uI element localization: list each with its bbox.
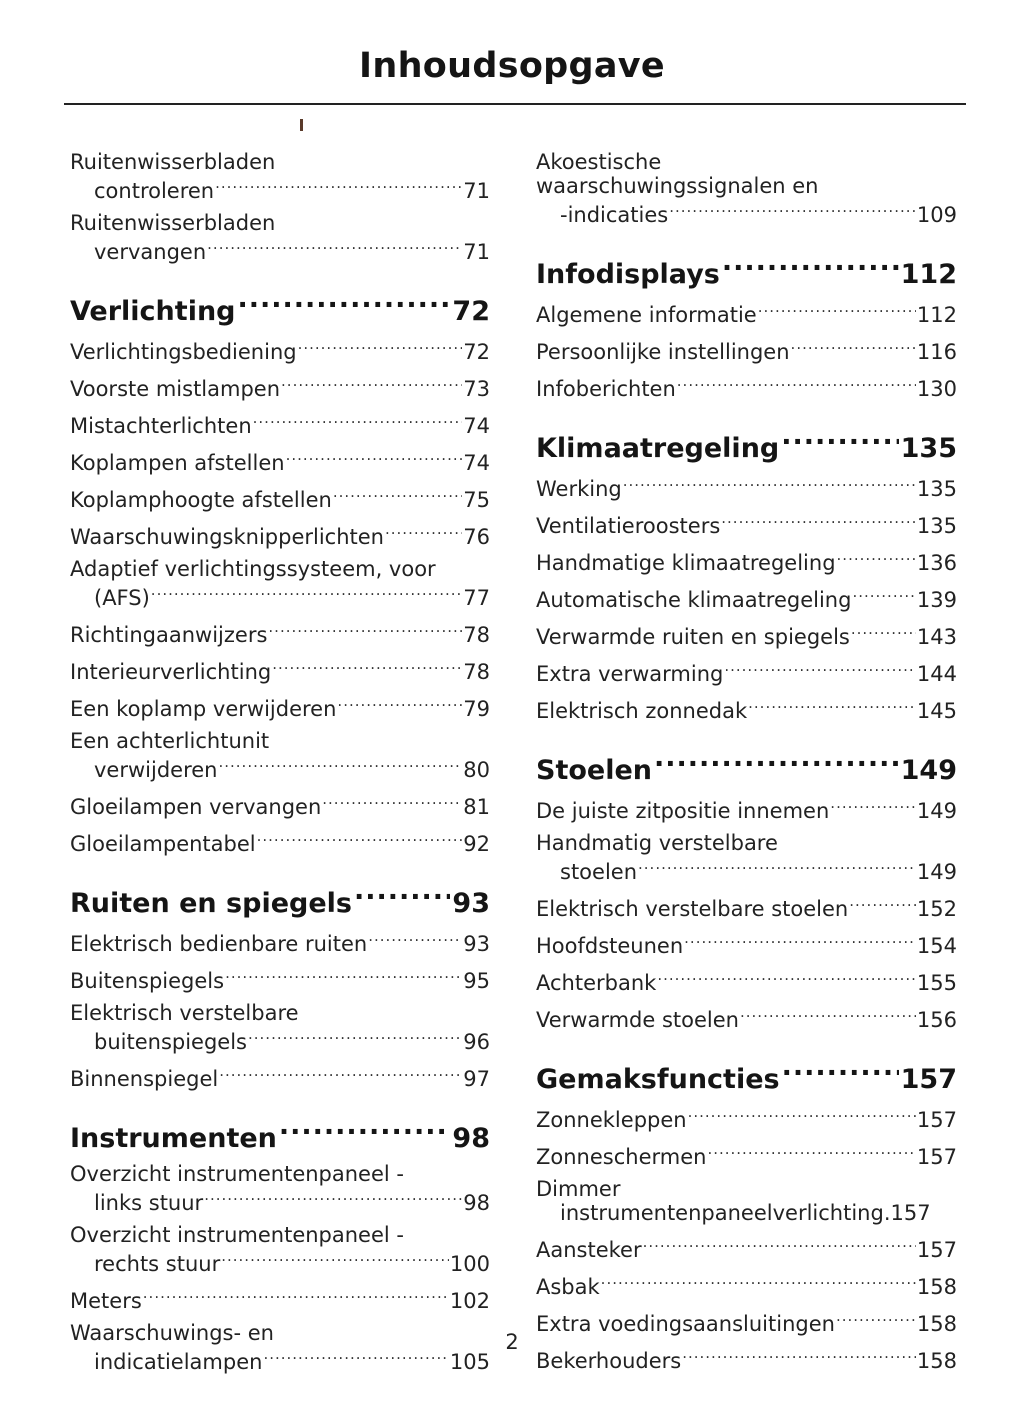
entry-text: Gloeilampen vervangen (70, 795, 322, 819)
entry-text: Handmatige klimaatregeling (536, 551, 836, 575)
leader-dots (791, 335, 916, 359)
toc-entry-akoestische-waarschuwingssignalen-en-indicaties[interactable] (536, 150, 957, 227)
entry-page-number: 112 (916, 303, 957, 327)
entry-text: Elektrisch bedienbare ruiten (70, 932, 368, 956)
toc-entry-gloeilampen-vervangen[interactable] (70, 790, 490, 819)
entry-page-number: 78 (463, 623, 490, 647)
toc-entry-een-koplamp-verwijderen[interactable] (70, 692, 490, 721)
toc-entry-dimmer-instrumentenpaneelverlichting[interactable] (536, 1177, 957, 1225)
leader-dots (298, 335, 463, 359)
toc-entry-de-juiste-zitpositie-innemen[interactable] (536, 794, 957, 823)
section-title: Gemaksfuncties (536, 1064, 780, 1095)
leader-dots (286, 446, 463, 470)
leader-dots (337, 692, 462, 716)
entry-page-number: 157 (916, 1238, 957, 1262)
print-mark (300, 119, 303, 131)
toc-entry-zonneschermen[interactable] (536, 1140, 957, 1169)
toc-entry-zonnekleppen[interactable] (536, 1103, 957, 1132)
toc-entry-elektrisch-bedienbare-ruiten[interactable] (70, 927, 490, 956)
section-title: Infodisplays (536, 259, 720, 290)
entry-text: Koplampen afstellen (70, 451, 285, 475)
toc-entry-verwarmde-ruiten-en-spiegels[interactable] (536, 620, 957, 649)
entry-text: Adaptief verlichtingssysteem, voor (70, 557, 436, 581)
section-page-number: 149 (900, 755, 957, 786)
entry-text: Zonneschermen (536, 1145, 707, 1169)
toc-entry-ruitenwisserbladen-vervangen[interactable] (70, 211, 490, 264)
entry-text: Binnenspiegel (70, 1067, 219, 1091)
leader-dots (830, 794, 916, 818)
entry-text: Overzicht instrumentenpaneel - (70, 1162, 404, 1186)
leader-dots (748, 694, 916, 718)
leader-dots (218, 753, 462, 777)
entry-text: Infoberichten (536, 377, 676, 401)
section-heading-ruiten-en-spiegels[interactable] (70, 878, 490, 921)
entry-page-number: 157 (916, 1145, 957, 1169)
leader-dots (279, 1113, 451, 1147)
entry-page-number: 71 (463, 240, 490, 264)
section-title: Ruiten en spiegels (70, 888, 352, 919)
entry-text: Waarschuwings- en (70, 1321, 274, 1345)
section-title: Instrumenten (70, 1123, 277, 1154)
leader-dots (354, 878, 450, 912)
section-page-number: 112 (900, 259, 957, 290)
leader-dots (143, 1284, 449, 1308)
entry-text: Werking (536, 477, 622, 501)
entry-page-number: 92 (463, 832, 490, 856)
toc-right-column (536, 150, 957, 1381)
toc-entry-infoberichten[interactable] (536, 372, 957, 401)
entry-text: waarschuwingssignalen en (536, 174, 819, 198)
entry-text: Elektrisch verstelbare stoelen (536, 897, 849, 921)
entry-page-number: 76 (463, 525, 490, 549)
entry-text: verwijderen (94, 758, 218, 782)
toc-left-column (70, 150, 490, 1382)
entry-text: buitenspiegels (94, 1030, 247, 1054)
leader-dots (643, 1233, 916, 1257)
leader-dots (851, 620, 916, 644)
leader-dots (654, 745, 899, 779)
entry-text: Verwarmde stoelen (536, 1008, 739, 1032)
entry-page-number: 158 (916, 1275, 957, 1299)
toc-entry-asbak[interactable] (536, 1270, 957, 1299)
leader-dots (837, 546, 916, 570)
entry-page-number: 149 (916, 799, 957, 823)
toc-entry-mistachterlichten[interactable] (70, 409, 490, 438)
leader-dots (257, 827, 463, 851)
entry-page-number: 158 (916, 1349, 957, 1373)
entry-text: Mistachterlichten (70, 414, 252, 438)
toc-entry-koplamphoogte-afstellen[interactable] (70, 483, 490, 512)
leader-dots (601, 1270, 916, 1294)
toc-entry-waarschuwingsknipperlichten[interactable] (70, 520, 490, 549)
toc-entry-ruitenwisserbladen-controleren[interactable] (70, 150, 490, 203)
entry-text: indicatielampen (94, 1350, 263, 1374)
toc-entry-verlichtingsbediening[interactable] (70, 335, 490, 364)
toc-entry-extra-verwarming[interactable] (536, 657, 957, 686)
entry-text: Overzicht instrumentenpaneel - (70, 1223, 404, 1247)
leader-dots (281, 372, 462, 396)
entry-text: Ventilatieroosters (536, 514, 721, 538)
leader-dots (852, 583, 915, 607)
entry-page-number: 80 (463, 758, 490, 782)
entry-page-number: 136 (916, 551, 957, 575)
leader-dots (219, 1062, 462, 1086)
entry-page-number: 71 (463, 179, 490, 203)
leader-dots (669, 198, 916, 222)
entry-text: Elektrisch verstelbare (70, 1001, 299, 1025)
entry-page-number: 98 (463, 1191, 490, 1215)
entry-text: Automatische klimaatregeling (536, 588, 852, 612)
entry-page-number: 78 (463, 660, 490, 684)
leader-dots (207, 235, 462, 259)
leader-dots (677, 372, 916, 396)
toc-entry-ventilatieroosters[interactable] (536, 509, 957, 538)
leader-dots (849, 892, 916, 916)
entry-text: Voorste mistlampen (70, 377, 281, 401)
leader-dots (781, 423, 898, 457)
entry-text: Handmatig verstelbare (536, 831, 778, 855)
entry-text: Buitenspiegels (70, 969, 225, 993)
entry-page-number: 152 (916, 897, 957, 921)
leader-dots (740, 1003, 916, 1027)
entry-text: Extra verwarming (536, 662, 724, 686)
entry-text: stoelen (560, 860, 638, 884)
entry-text: De juiste zitpositie innemen (536, 799, 830, 823)
section-page-number: 135 (900, 433, 957, 464)
toc-entry-automatische-klimaatregeling[interactable] (536, 583, 957, 612)
entry-text: controleren (94, 179, 215, 203)
entry-page-number: 149 (916, 860, 957, 884)
leader-dots (385, 520, 462, 544)
entry-text: rechts stuur (94, 1252, 221, 1276)
section-heading-gemaksfuncties[interactable] (536, 1054, 957, 1097)
entry-page-number: 157 (916, 1108, 957, 1132)
entry-text: Elektrisch zonnedak (536, 699, 748, 723)
entry-text: Bekerhouders (536, 1349, 682, 1373)
toc-entry-elektrisch-verstelbare-buitenspiegels[interactable] (70, 1001, 490, 1054)
toc-entry-hoofdsteunen[interactable] (536, 929, 957, 958)
leader-dots (758, 298, 916, 322)
entry-text: Aansteker (536, 1238, 642, 1262)
entry-text: Persoonlijke instellingen (536, 340, 790, 364)
section-page-number: 98 (452, 1123, 490, 1154)
entry-page-number: 97 (463, 1067, 490, 1091)
entry-text: Extra voedingsaansluitingen (536, 1312, 835, 1336)
entry-page-number: 81 (463, 795, 490, 819)
entry-text: Ruitenwisserbladen (70, 150, 276, 174)
toc-entry-elektrisch-zonnedak[interactable] (536, 694, 957, 723)
toc-entry-aansteker[interactable] (536, 1233, 957, 1262)
leader-dots (238, 286, 451, 320)
leader-dots (638, 855, 916, 879)
toc-entry-interieurverlichting[interactable] (70, 655, 490, 684)
section-title: Klimaatregeling (536, 433, 780, 464)
entry-text: Achterbank (536, 971, 657, 995)
entry-page-number: 105 (449, 1350, 490, 1374)
entry-page-number: 156 (916, 1008, 957, 1032)
leader-dots (221, 1247, 449, 1271)
entry-text: Interieurverlichting (70, 660, 272, 684)
toc-entry-een-achterlichtunit-verwijderen[interactable] (70, 729, 490, 782)
entry-text: Verwarmde ruiten en spiegels (536, 625, 850, 649)
leader-dots (724, 657, 916, 681)
section-page-number: 72 (452, 296, 490, 327)
section-heading-instrumenten[interactable] (70, 1113, 490, 1156)
leader-dots (215, 174, 462, 198)
toc-entry-persoonlijke-instellingen[interactable] (536, 335, 957, 364)
entry-page-number: 73 (463, 377, 490, 401)
entry-text: -indicaties (560, 203, 669, 227)
toc-entry-handmatig-verstelbare-stoelen[interactable] (536, 831, 957, 884)
entry-page-number: 96 (463, 1030, 490, 1054)
entry-page-number: 75 (463, 488, 490, 512)
leader-dots (684, 929, 916, 953)
entry-text: Een achterlichtunit (70, 729, 270, 753)
entry-text: instrumentenpaneelverlichting (560, 1201, 884, 1225)
section-page-number: 157 (900, 1064, 957, 1095)
entry-text: links stuur (94, 1191, 204, 1215)
section-title: Verlichting (70, 296, 236, 327)
entry-page-number: 95 (463, 969, 490, 993)
entry-text: Waarschuwingsknipperlichten (70, 525, 384, 549)
entry-page-number: 145 (916, 699, 957, 723)
entry-page-number: 158 (916, 1312, 957, 1336)
section-heading-stoelen[interactable] (536, 745, 957, 788)
entry-page-number: 93 (463, 932, 490, 956)
section-heading-klimaatregeling[interactable] (536, 423, 957, 466)
leader-dots (272, 655, 462, 679)
leader-dots (248, 1025, 462, 1049)
entry-page-number: 77 (463, 586, 490, 610)
toc-entry-elektrisch-verstelbare-stoelen[interactable] (536, 892, 957, 921)
leader-dots (657, 966, 916, 990)
entry-text: Een koplamp verwijderen (70, 697, 337, 721)
toc-entry-werking[interactable] (536, 472, 957, 501)
entry-text: Koplamphoogte afstellen (70, 488, 332, 512)
leader-dots (688, 1103, 916, 1127)
toc-entry-verwarmde-stoelen[interactable] (536, 1003, 957, 1032)
leader-dots (836, 1307, 916, 1331)
entry-text: (AFS) (94, 586, 150, 610)
leader-dots (151, 581, 462, 605)
section-heading-infodisplays[interactable] (536, 249, 957, 292)
leader-dots (253, 409, 463, 433)
entry-text: Dimmer (536, 1177, 621, 1201)
entry-text: Akoestische (536, 150, 662, 174)
leader-dots (722, 249, 899, 283)
leader-dots (225, 964, 462, 988)
entry-text: Zonnekleppen (536, 1108, 687, 1132)
entry-page-number: 139 (916, 588, 957, 612)
leader-dots (322, 790, 462, 814)
entry-page-number: 144 (916, 662, 957, 686)
leader-dots (333, 483, 462, 507)
leader-dots (721, 509, 916, 533)
toc-entry-binnenspiegel[interactable] (70, 1062, 490, 1091)
page-title: Inhoudsopgave (359, 46, 665, 86)
entry-page-number: 100 (449, 1252, 490, 1276)
toc-entry-meters[interactable] (70, 1284, 490, 1313)
entry-page-value: 157 (890, 1201, 931, 1225)
entry-page-number: 74 (463, 414, 490, 438)
entry-text: Hoofdsteunen (536, 934, 684, 958)
toc-entry-gloeilampentabel[interactable] (70, 827, 490, 856)
entry-page-number: 130 (916, 377, 957, 401)
toc-entry-handmatige-klimaatregeling[interactable] (536, 546, 957, 575)
entry-page-number: 143 (916, 625, 957, 649)
toc-entry-achterbank[interactable] (536, 966, 957, 995)
entry-page-number: 135 (916, 477, 957, 501)
leader-dots (204, 1186, 462, 1210)
entry-page-number: 116 (916, 340, 957, 364)
entry-text: Richtingaanwijzers (70, 623, 268, 647)
leader-dots (268, 618, 462, 642)
toc-entry-richtingaanwijzers[interactable] (70, 618, 490, 647)
entry-page-number: 154 (916, 934, 957, 958)
entry-page-number: .157 (883, 1201, 931, 1225)
entry-text: Ruitenwisserbladen (70, 211, 276, 235)
entry-text: Meters (70, 1289, 142, 1313)
entry-text: Asbak (536, 1275, 600, 1299)
toc-entry-overzicht-instrumentenpaneel-rechts-stuur[interactable] (70, 1223, 490, 1276)
entry-page-number: 79 (463, 697, 490, 721)
leader-dots (623, 472, 916, 496)
entry-page-number: 109 (916, 203, 957, 227)
entry-text: Gloeilampentabel (70, 832, 256, 856)
toc-entry-adaptief-verlichtingssysteem-voor-afs[interactable] (70, 557, 490, 610)
toc-entry-algemene-informatie[interactable] (536, 298, 957, 327)
leader-dots (707, 1140, 915, 1164)
page-number: 2 (505, 1330, 519, 1354)
entry-page-number: 155 (916, 971, 957, 995)
leader-dots (782, 1054, 899, 1088)
title-divider (64, 103, 966, 105)
entry-page-number: 102 (449, 1289, 490, 1313)
toc-entry-koplampen-afstellen[interactable] (70, 446, 490, 475)
entry-text: vervangen (94, 240, 207, 264)
entry-text: Algemene informatie (536, 303, 757, 327)
toc-entry-overzicht-instrumentenpaneel-links-stuur[interactable] (70, 1162, 490, 1215)
entry-page-number: 74 (463, 451, 490, 475)
section-heading-verlichting[interactable] (70, 286, 490, 329)
leader-dots (368, 927, 462, 951)
entry-page-number: 72 (463, 340, 490, 364)
toc-entry-buitenspiegels[interactable] (70, 964, 490, 993)
section-title: Stoelen (536, 755, 653, 786)
section-page-number: 93 (452, 888, 490, 919)
toc-entry-voorste-mistlampen[interactable] (70, 372, 490, 401)
entry-text: Verlichtingsbediening (70, 340, 297, 364)
entry-page-number: 135 (916, 514, 957, 538)
